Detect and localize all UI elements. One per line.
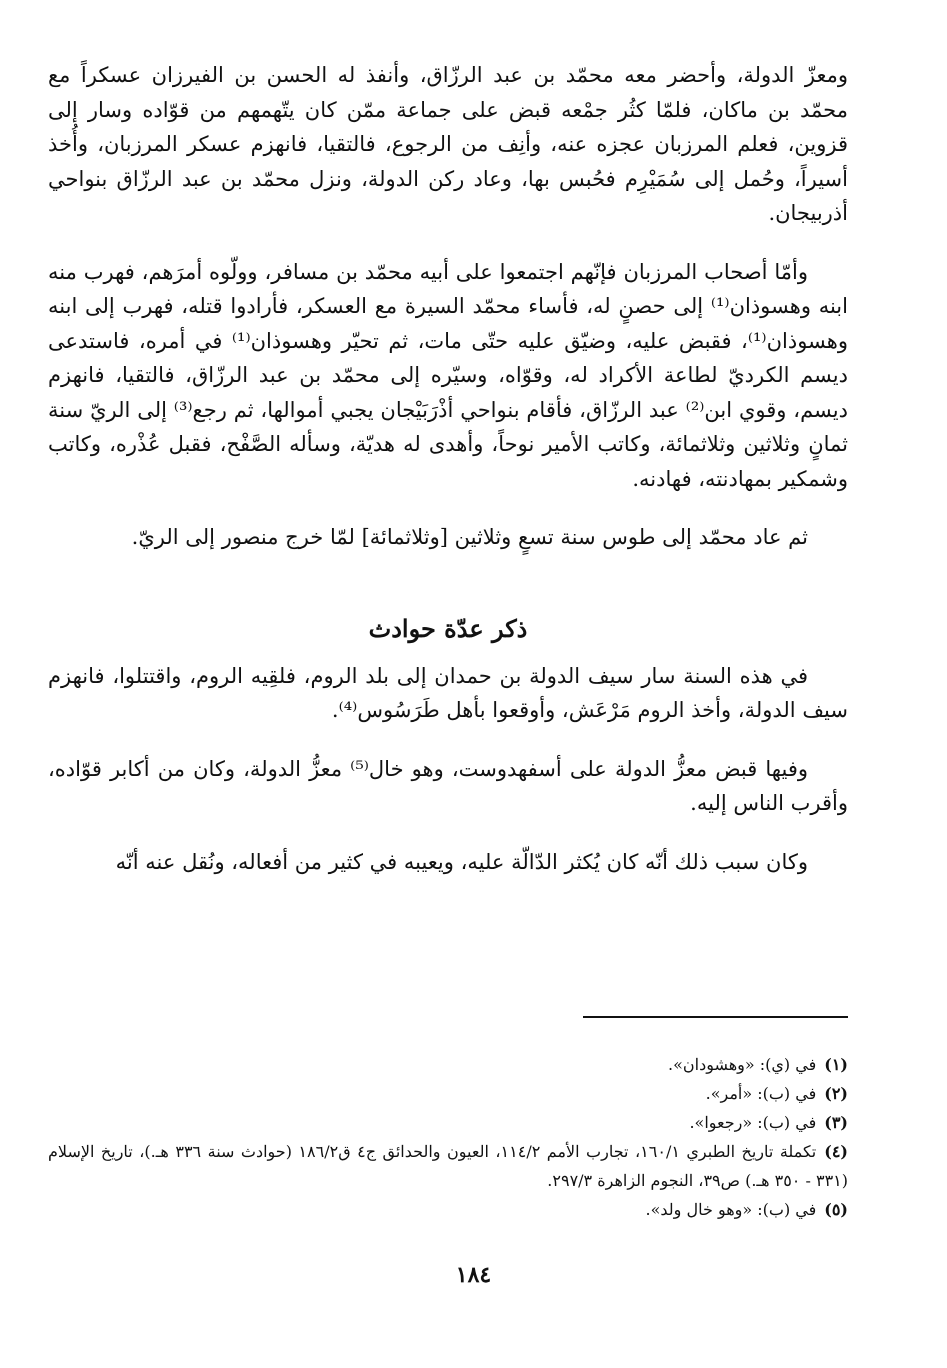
- footnote-number: (٣): [824, 1113, 848, 1132]
- footnote-text: تكملة تاريخ الطبري ١٦٠/١، تجارب الأمم ١١٤/٢، العيون والحدائق ج٤ ق١٨٦/٢ (حوادث سنة ٣٣٦ هـ.)، تاريخ الإسلام (٣٣١ - ٣٥٠ هـ.) ص٣٩، النجوم الزاهرة ٢٩٧/٣.: [48, 1142, 848, 1190]
- footnote-number: (٢): [824, 1084, 848, 1103]
- footnote-1: [48, 1050, 848, 1079]
- footnote-text: في (ي): «وهشودان».: [668, 1055, 817, 1074]
- paragraph-6: وكان سبب ذلك أنّه كان يُكثر الدّالّة عليه، ويعيبه في كثير من أفعاله، ونُقل عنه أنّه: [115, 849, 808, 874]
- footnote-text: في (ب): «رجعوا».: [689, 1113, 817, 1132]
- footnotes: [48, 1050, 848, 1224]
- footnote-divider: [583, 1016, 848, 1018]
- footnote-number: (٥): [824, 1200, 848, 1219]
- paragraph-2: وأمّا أصحاب المرزبان فإنّهم اجتمعوا على أبيه محمّد بن مسافر، وولّوه أمرَهم، فهرب منه ابنه وهسوذان⁽¹⁾ إلى حصنٍ له، فأساء محمّد السيرة مع العسكر، فأرادوا قتله، فهرب إلى ابنه وهسوذان⁽¹⁾، فقبض عليه، وضيّق عليه حتّى مات، ثم تحيّر وهسوذان⁽¹⁾ في أمره، فاستدعى ديسم الكرديّ لطاعة الأكراد له، وقوّاه، وسيّره إلى محمّد بن عبد الرزّاق، فالتقيا، فانهزم ديسم، وقوي ابن⁽²⁾ عبد الرزّاق، فأقام بنواحي أذْرَبَيْجان يجبي أموالها، ثم رجع⁽³⁾ إلى الريّ سنة ثمانٍ وثلاثين وثلاثمائة، وكاتب الأمير نوحاً، وأهدى له هديّة، وسأله الصَّفْح، فقبل عُذْره، وكاتب وشمكير بمهادنته، فهادنه.: [48, 259, 848, 491]
- paragraph-5: وفيها قبض معزُّ الدولة على أسفهدوست، وهو خال⁽⁵⁾ معزُّ الدولة، وكان من أكابر قوّاده، وأقرب الناس إليه.: [48, 756, 848, 815]
- footnote-number: (١): [824, 1055, 848, 1074]
- paragraph-3: ثم عاد محمّد إلى طوس سنة تسعٍ وثلاثين [وثلاثمائة] لمّا خرج منصور إلى الريّ.: [131, 525, 808, 549]
- page-number: ١٨٤: [455, 1262, 492, 1288]
- footnote-text: في (ب): «أمر».: [705, 1084, 817, 1103]
- footnote-number: (٤): [824, 1142, 848, 1161]
- footnote-4: [48, 1137, 848, 1195]
- paragraph-4: في هذه السنة سار سيف الدولة بن حمدان إلى بلد الروم، فلقِيه الروم، واقتتلوا، فانهزم سيف الدولة، وأخذ الروم مَرْعَش، وأوقعوا بأهل طَرَسُوس⁽⁴⁾.: [48, 663, 848, 722]
- paragraph-1: ومعزّ الدولة، وأحضر معه محمّد بن عبد الرزّاق، وأنفذ له الحسن بن الفيرزان عسكراً مع محمّد بن ماكان، فلمّا كثُر جمْعه قبض على جماعة ممّن كان يتّهمهم من قوّاده وسار إلى قزوين، فعلم المرزبان عجزه عنه، وأنِف من الرجوع، فالتقيا، فانهزم عسكر المرزبان، وأُخذ أسيراً، وحُمل إلى سُمَيْرِم فحُبس بها، وعاد ركن الدولة، ونزل محمّد بن عبد الرزّاق بنواحي أذربيجان.: [48, 63, 848, 225]
- footnote-2: [48, 1079, 848, 1108]
- footnote-3: [48, 1108, 848, 1137]
- footnote-text: في (ب): «وهو خال ولد».: [645, 1200, 817, 1219]
- footnote-5: [48, 1195, 848, 1224]
- main-text: [48, 58, 848, 879]
- section-heading: ذكر عدّة حوادث: [368, 613, 528, 643]
